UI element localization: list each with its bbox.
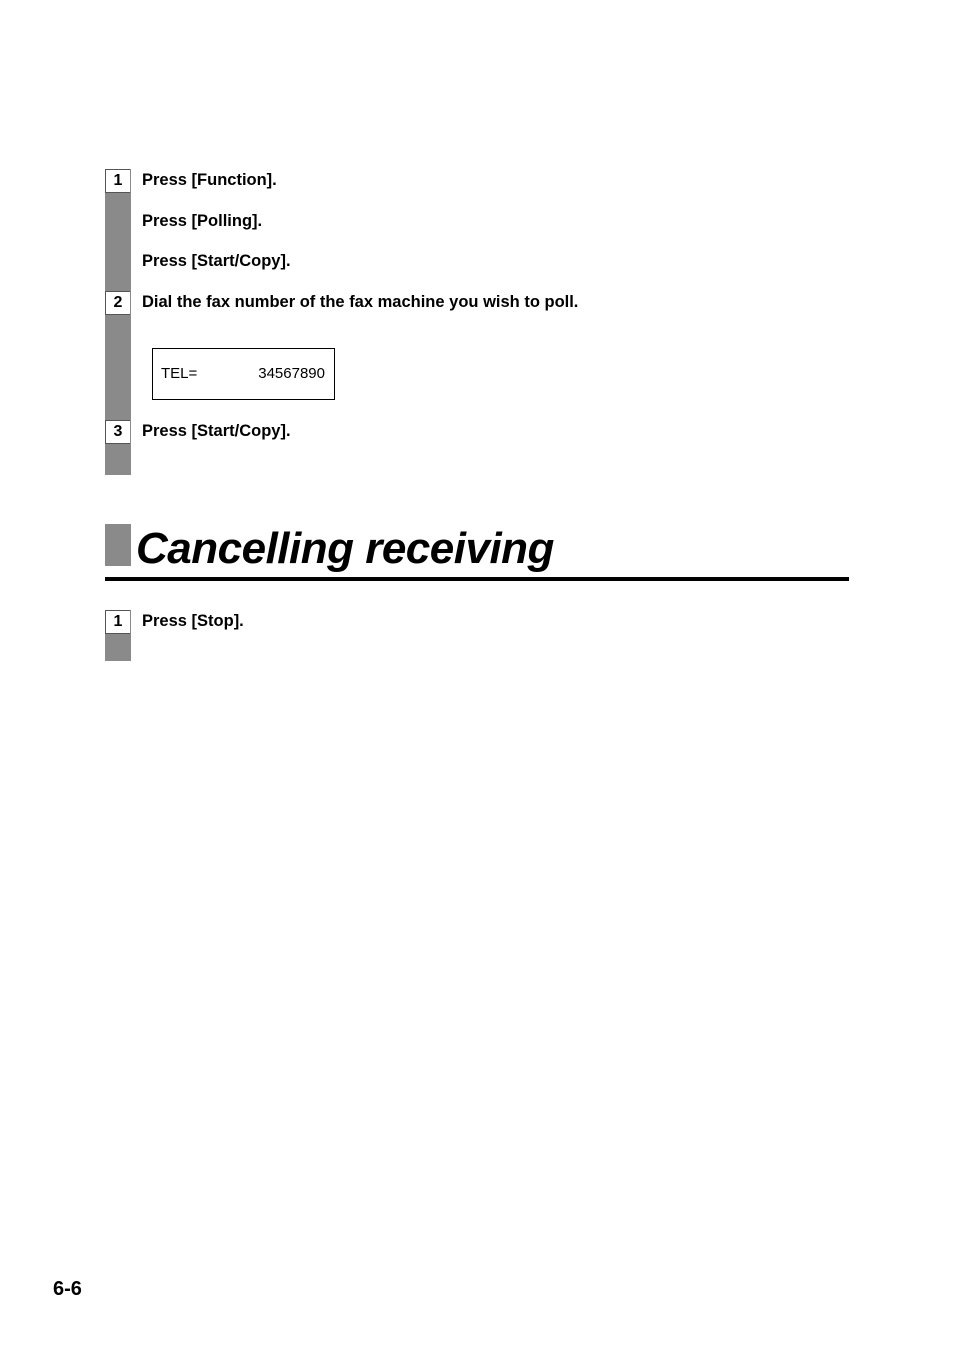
cancel-step-1-number: 1 <box>105 610 130 634</box>
heading-rule <box>105 577 849 581</box>
heading-marker <box>105 524 131 566</box>
lcd-display <box>152 348 335 400</box>
step-1-line-3: Press [Start/Copy]. <box>142 252 291 270</box>
step-3-number: 3 <box>105 420 130 444</box>
step-2-line-1: Dial the fax number of the fax machine you wish to poll. <box>142 293 579 311</box>
step-3-line-1: Press [Start/Copy]. <box>142 422 291 440</box>
section-heading: Cancelling receiving <box>136 524 554 573</box>
page-number: 6-6 <box>53 1278 82 1300</box>
cancel-step-1-line-1: Press [Stop]. <box>142 612 244 630</box>
step-1-number: 1 <box>105 169 130 193</box>
lcd-label: TEL= <box>161 365 198 382</box>
step-1-line-2: Press [Polling]. <box>142 212 263 230</box>
step-1-line-1: Press [Function]. <box>142 171 277 189</box>
lcd-value: 34567890 <box>258 365 325 382</box>
step-2-number: 2 <box>105 291 130 315</box>
